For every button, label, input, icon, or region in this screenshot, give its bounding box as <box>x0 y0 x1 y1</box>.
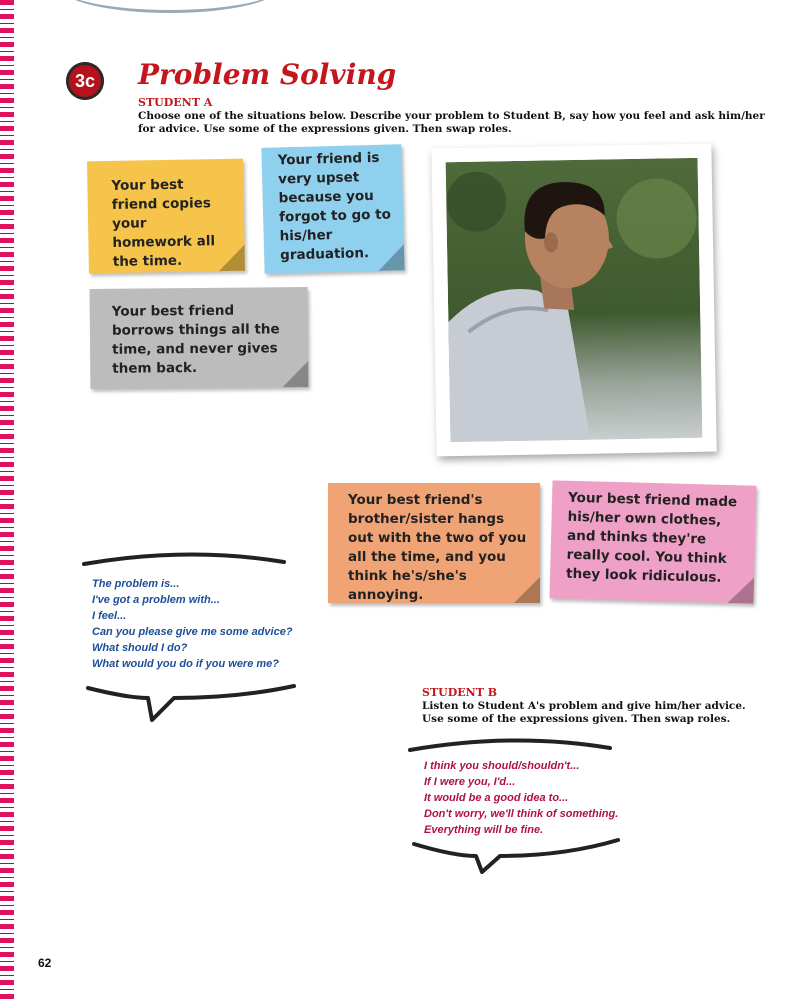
situation-text: Your friend is very upset because you forgot to go to his/her graduation. <box>277 149 392 264</box>
binder-edge <box>0 0 14 1000</box>
expression-item: Everything will be fine. <box>424 824 544 836</box>
expression-item: If I were you, I'd... <box>424 776 516 788</box>
situation-note-sibling <box>328 483 540 603</box>
expression-item: I feel... <box>92 610 127 622</box>
expression-item: Don't worry, we'll think of something. <box>424 808 619 820</box>
page-number: 62 <box>38 956 52 970</box>
expression-item: I've got a problem with... <box>92 594 220 606</box>
decorative-arc <box>60 0 280 13</box>
situation-text: Your best friend made his/her own clothes, and thinks they're really cool. You think they look ridiculous. <box>565 489 738 586</box>
student-b-instructions: Listen to Student A's problem and give him/her advice. Use some of the expressions given. Then swap roles. <box>422 700 746 725</box>
situation-text: Your best friend's brother/sister hangs out with the two of you all the time, and you think he's/she's annoying. <box>348 492 527 603</box>
expressions-list-a <box>92 576 293 672</box>
student-b-label: STUDENT B <box>422 686 498 699</box>
expression-item: Can you please give me some advice? <box>92 626 293 638</box>
expression-item: What would you do if you were me? <box>92 658 280 670</box>
situation-note-homework <box>87 159 245 274</box>
page-title: Problem Solving <box>138 58 397 91</box>
situation-note-borrows <box>90 287 309 389</box>
photo-boy <box>431 144 716 457</box>
situation-note-graduation <box>261 144 404 274</box>
situation-text: Your best friend borrows things all the time, and never gives them back. <box>111 302 280 377</box>
expression-item: The problem is... <box>92 578 180 590</box>
speech-bubble-student-a <box>78 548 308 728</box>
expression-item: I think you should/shouldn't... <box>424 760 580 772</box>
section-badge: 3c <box>66 62 104 100</box>
situation-note-clothes <box>549 480 756 603</box>
student-a-label: STUDENT A <box>138 96 213 109</box>
expression-item: What should I do? <box>92 642 188 654</box>
student-a-instructions: Choose one of the situations below. Describe your problem to Student B, say how you feel and ask him/her for advice. Use some of the expressions given. Then swap roles. <box>138 110 765 135</box>
expression-item: It would be a good idea to... <box>424 792 569 804</box>
situation-text: Your best friend copies your homework all the time. <box>111 176 216 270</box>
boy-profile-illustration <box>446 158 703 442</box>
speech-bubble-student-b <box>404 734 634 874</box>
expressions-list-b <box>424 758 618 838</box>
